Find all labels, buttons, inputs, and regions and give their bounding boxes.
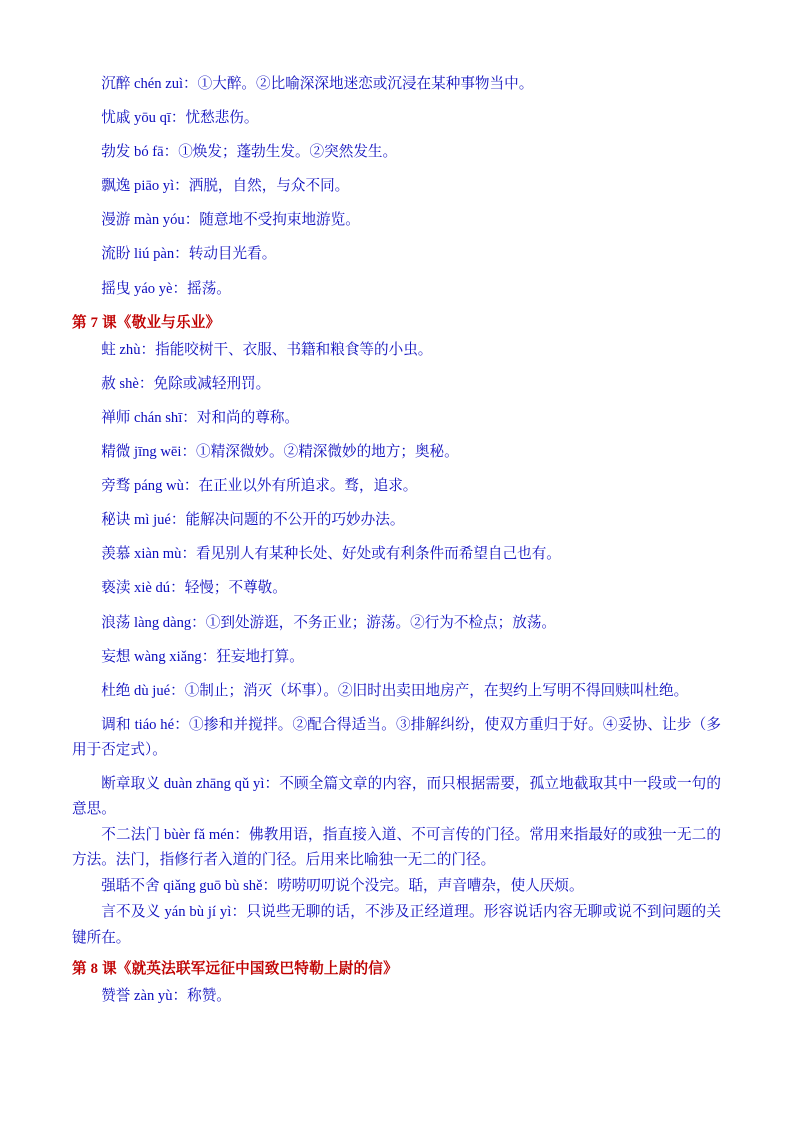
vocab-entry: 漫游 màn yóu：随意地不受拘束地游览。 <box>101 212 360 229</box>
section-lesson-6-tail <box>72 72 721 302</box>
document-body <box>72 72 721 1009</box>
section-heading-lesson-8: 第 8 课《就英法联军远征中国致巴特勒上尉的信》 <box>72 960 398 977</box>
vocab-entry: 赦 shè：免除或减轻刑罚。 <box>101 375 271 392</box>
vocab-entry: 言不及义 yán bù jí yì：只说些无聊的话，不涉及正经道理。形容说话内容无聊或说不到问题的关键所在。 <box>72 904 721 946</box>
section-heading-lesson-7: 第 7 课《敬业与乐业》 <box>72 314 221 331</box>
vocab-entry: 飘逸 piāo yì：洒脱，自然，与众不同。 <box>101 178 350 195</box>
vocab-entry: 旁骛 páng wù：在正业以外有所追求。骛，追求。 <box>101 478 418 495</box>
vocab-entry: 摇曳 yáo yè：摇荡。 <box>101 280 231 297</box>
vocab-entry: 勃发 bó fā：①焕发；蓬勃生发。②突然发生。 <box>101 144 398 161</box>
section-lesson-8 <box>72 957 721 1009</box>
vocab-entry: 羡慕 xiàn mù：看见别人有某种长处、好处或有利条件而希望自己也有。 <box>101 546 561 563</box>
vocab-entry: 赞誉 zàn yù：称赞。 <box>101 987 231 1004</box>
vocab-entry: 沉醉 chén zuì：①大醉。②比喻深深地迷恋或沉浸在某种事物当中。 <box>101 76 534 92</box>
vocab-entry: 精微 jīng wēi：①精深微妙。②精深微妙的地方；奥秘。 <box>101 444 459 461</box>
vocab-entry: 秘诀 mì jué：能解决问题的不公开的巧妙办法。 <box>101 512 405 529</box>
vocab-entry: 禅师 chán shī：对和尚的尊称。 <box>101 409 300 426</box>
vocab-entry: 流盼 liú pàn：转动目光看。 <box>101 246 277 263</box>
section-lesson-7-idioms <box>72 772 721 951</box>
vocab-entry: 妄想 wàng xiǎng：狂妄地打算。 <box>101 648 304 665</box>
vocab-entry: 不二法门 bùèr fǎ mén：佛教用语，指直接入道、不可言传的门径。常用来指最好的或独一无二的方法。法门，指修行者入道的门径。后用来比喻独一无二的门径。 <box>72 827 721 869</box>
vocab-entry: 断章取义 duàn zhāng qǔ yì：不顾全篇文章的内容，而只根据需要，孤立地截取其中一段或一句的意思。 <box>72 775 721 818</box>
vocab-entry: 亵渎 xiè dú：轻慢；不尊敬。 <box>101 580 287 597</box>
vocab-entry: 忧戚 yōu qī：忧愁悲伤。 <box>101 110 259 127</box>
vocab-entry: 浪荡 làng dàng：①到处游逛，不务正业；游荡。②行为不检点；放荡。 <box>101 614 557 631</box>
vocab-entry: 蛀 zhù：指能咬树干、衣服、书籍和粮食等的小虫。 <box>101 341 433 358</box>
vocab-entry: 调和 tiáo hé：①掺和并搅拌。②配合得适当。③排解纠纷，使双方重归于好。④妥协、让步（多用于否定式）。 <box>72 716 721 758</box>
vocab-entry: 杜绝 dù jué：①制止；消灭（坏事）。②旧时出卖田地房产，在契约上写明不得回赎叫杜绝。 <box>101 682 689 699</box>
vocab-entry: 强聒不舍 qiǎng guō bù shě：唠唠叨叨说个没完。聒，声音嘈杂，使人厌烦。 <box>101 878 584 895</box>
section-lesson-7 <box>72 311 721 951</box>
